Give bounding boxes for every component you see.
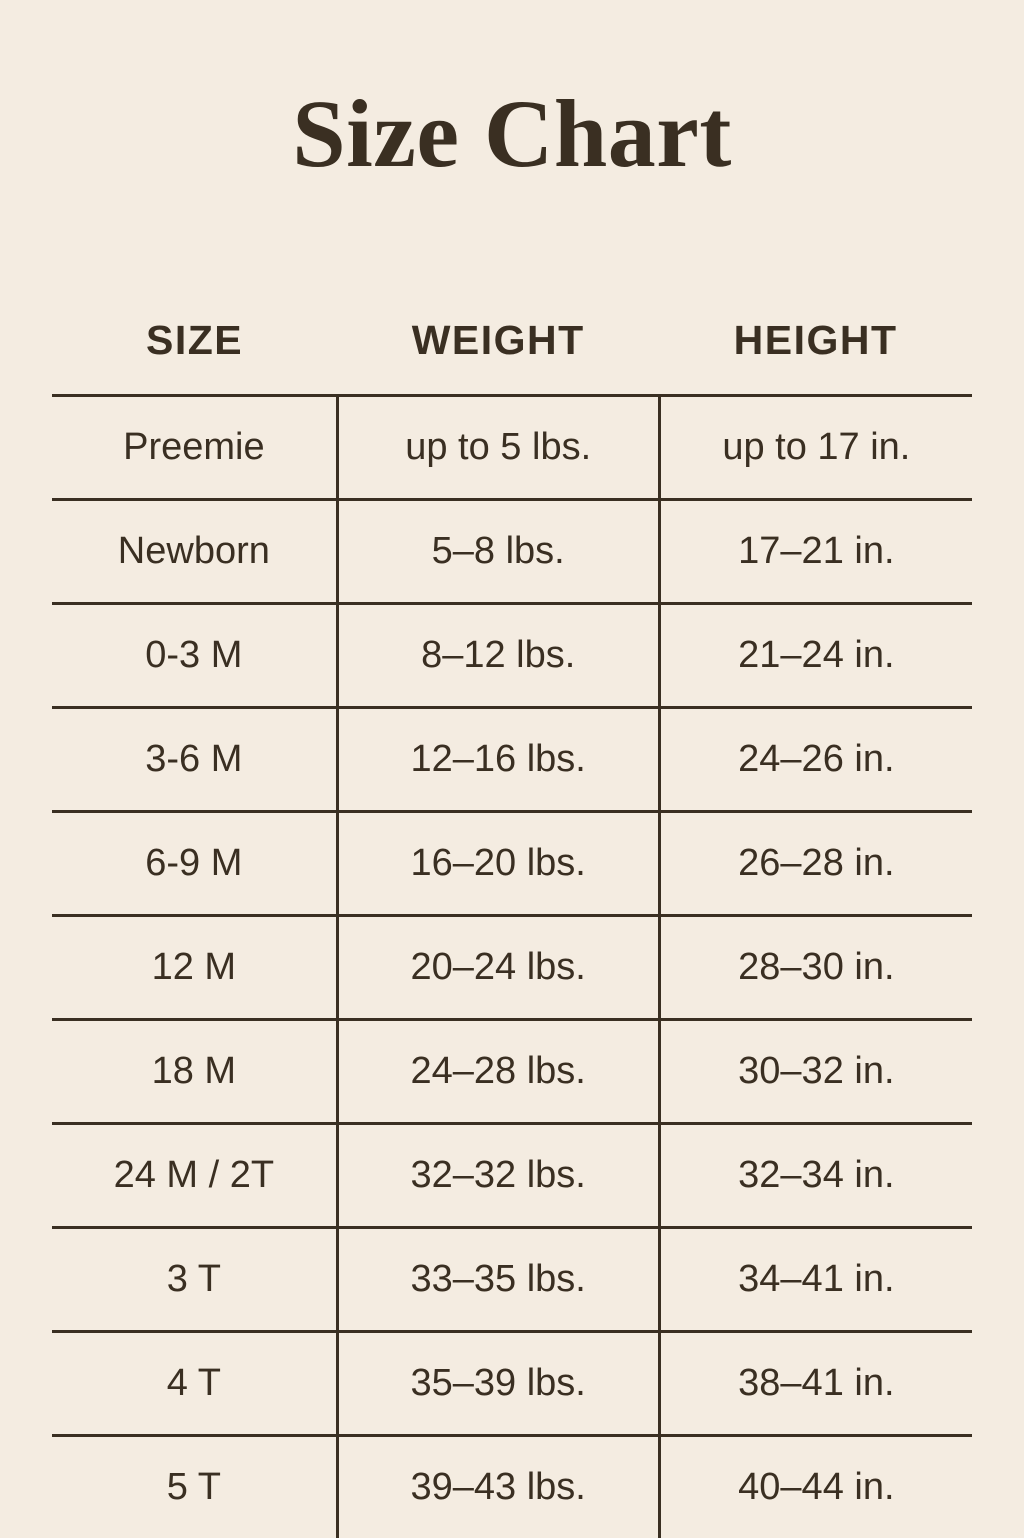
cell-size: 0-3 M xyxy=(52,604,337,708)
cell-size: 3 T xyxy=(52,1228,337,1332)
cell-weight: 20–24 lbs. xyxy=(337,916,659,1020)
cell-height: 32–34 in. xyxy=(659,1124,972,1228)
table-row xyxy=(52,396,972,500)
table-header xyxy=(52,316,972,396)
size-chart-table xyxy=(52,316,972,1538)
table-body xyxy=(52,396,972,1538)
table-row xyxy=(52,604,972,708)
table-row xyxy=(52,916,972,1020)
cell-height: 26–28 in. xyxy=(659,812,972,916)
cell-weight: 16–20 lbs. xyxy=(337,812,659,916)
table-row xyxy=(52,1228,972,1332)
page-title: Size Chart xyxy=(292,80,732,187)
cell-height: 28–30 in. xyxy=(659,916,972,1020)
cell-size: 18 M xyxy=(52,1020,337,1124)
cell-weight: 24–28 lbs. xyxy=(337,1020,659,1124)
cell-weight: 12–16 lbs. xyxy=(337,708,659,812)
cell-height: 24–26 in. xyxy=(659,708,972,812)
cell-size: Newborn xyxy=(52,500,337,604)
cell-size: 4 T xyxy=(52,1332,337,1436)
cell-height: 17–21 in. xyxy=(659,500,972,604)
column-header-weight: WEIGHT xyxy=(337,316,659,396)
cell-size: 12 M xyxy=(52,916,337,1020)
table-header-row xyxy=(52,316,972,396)
cell-size: 3-6 M xyxy=(52,708,337,812)
cell-size: 24 M / 2T xyxy=(52,1124,337,1228)
cell-size: Preemie xyxy=(52,396,337,500)
column-header-size: SIZE xyxy=(52,316,337,396)
cell-weight: 35–39 lbs. xyxy=(337,1332,659,1436)
table-row xyxy=(52,1332,972,1436)
cell-height: 38–41 in. xyxy=(659,1332,972,1436)
table-row xyxy=(52,812,972,916)
table-row xyxy=(52,1124,972,1228)
table-row xyxy=(52,1436,972,1538)
cell-weight: 32–32 lbs. xyxy=(337,1124,659,1228)
cell-weight: 39–43 lbs. xyxy=(337,1436,659,1538)
cell-height: up to 17 in. xyxy=(659,396,972,500)
cell-size: 5 T xyxy=(52,1436,337,1538)
column-header-height: HEIGHT xyxy=(659,316,972,396)
table-row xyxy=(52,708,972,812)
cell-height: 21–24 in. xyxy=(659,604,972,708)
cell-height: 34–41 in. xyxy=(659,1228,972,1332)
cell-weight: 5–8 lbs. xyxy=(337,500,659,604)
table-row xyxy=(52,500,972,604)
cell-weight: 8–12 lbs. xyxy=(337,604,659,708)
cell-height: 30–32 in. xyxy=(659,1020,972,1124)
cell-weight: 33–35 lbs. xyxy=(337,1228,659,1332)
cell-weight: up to 5 lbs. xyxy=(337,396,659,500)
table-row xyxy=(52,1020,972,1124)
cell-size: 6-9 M xyxy=(52,812,337,916)
cell-height: 40–44 in. xyxy=(738,1466,895,1509)
